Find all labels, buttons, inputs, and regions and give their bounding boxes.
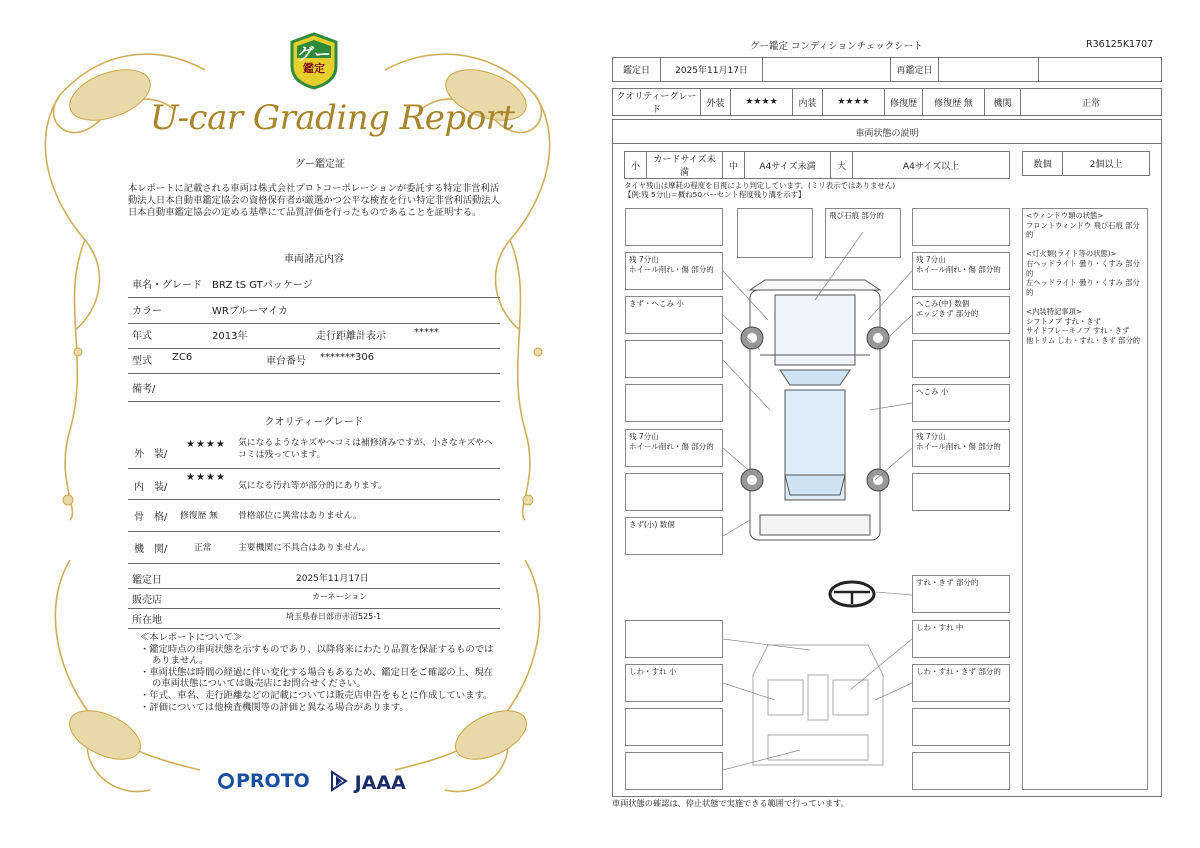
notes-title: ≪本レポートについて≫ (140, 632, 243, 643)
quality-section-title: クオリティーグレード (264, 417, 364, 428)
interior-comment: 気になる汚れ等が部分的にあります。 (238, 481, 387, 491)
interior-label: 内装 (793, 89, 823, 116)
box-right-mid1: へこみ(中) 数個 エッジきず 部分的 (912, 296, 1010, 334)
engine-label: 機 関/ (134, 544, 168, 555)
report-notes (140, 632, 500, 713)
steering-wheel-icon (828, 580, 878, 610)
explain-title: 車両状態の説明 (855, 129, 919, 139)
box-right-mid2-blank (912, 340, 1010, 378)
model-label: 型式 (132, 356, 152, 367)
mileage-label: 走行距離計表示 (316, 331, 386, 342)
box-rear-right-tire: 残 7分山 ホイール削れ・傷 部分的 (912, 429, 1010, 467)
legend-medium-desc: A4サイズ未満 (745, 152, 831, 179)
quality-row-frame (128, 508, 500, 532)
info-row-shop (128, 591, 500, 609)
quality-grade-row (612, 88, 1162, 116)
note-item: ・評価については他検査機関等の評価と異なる場合があります。 (140, 701, 409, 713)
box-front-right-tire: 残 7分山 ホイール削れ・傷 部分的 (912, 252, 1010, 290)
sheet-title: グー鑑定 コンディションチェックシート (750, 41, 923, 52)
repair-value: 修復歴 無 (923, 89, 985, 116)
box-right-mid2: へこみ 小 (912, 384, 1010, 422)
proto-p-icon (218, 773, 234, 789)
jaaa-emblem-icon (330, 770, 348, 792)
exterior-label: 外装 (701, 89, 731, 116)
box-interior-left2: しわ・すれ 小 (625, 664, 723, 702)
frame-label: 骨 格/ (134, 512, 168, 523)
name-value: BRZ tS GTパッケージ (212, 280, 313, 291)
legend-large-desc: A4サイズ以上 (853, 152, 1010, 179)
condition-check-sheet (600, 0, 1200, 848)
kantei-date-label: 鑑定日 (613, 58, 661, 82)
engine-value: 正常 (1021, 89, 1162, 116)
legend-small-desc: カードサイズ未満 (647, 152, 723, 179)
spec-row-color (128, 302, 500, 324)
certificate-title: グー鑑定証 (295, 159, 345, 170)
engine-value: 正常 (194, 543, 212, 553)
quality-row-exterior (128, 437, 500, 469)
redate-label: 再鑑定日 (891, 58, 939, 82)
blank-cell (1039, 58, 1162, 82)
proto-logo-text: PROTO (236, 770, 310, 792)
model-value: ZC6 (172, 352, 193, 363)
divider (612, 143, 1162, 144)
box-interior-right1: しわ・すれ 中 (912, 620, 1010, 658)
location-label: 所在地 (132, 615, 162, 626)
box-left-mid1: きず・へこみ 小 (625, 296, 723, 334)
car-exterior-diagram (730, 260, 900, 560)
car-interior-diagram (748, 635, 888, 785)
engine-label: 機関 (985, 89, 1021, 116)
frame-comment: 骨格部位に異常はありません。 (238, 511, 362, 521)
quality-row-engine (128, 540, 500, 564)
box-right-rear1 (912, 473, 1010, 511)
location-value: 埼玉県春日部市赤沼525-1 (286, 612, 382, 621)
logo-line1: グー (297, 45, 331, 65)
box-left-rear1 (625, 473, 723, 511)
note-item: ・年式、車名、走行距離などの記載については販売店申告をもとに作成しています。 (140, 689, 493, 701)
box-front-left (625, 208, 723, 246)
box-steering: すれ・きず 部分的 (912, 575, 1010, 613)
legend-small: 小 (625, 152, 647, 179)
spec-row-name (128, 276, 500, 298)
box-front-center-left (737, 208, 813, 258)
interior-stars: ★★★★ (186, 472, 226, 483)
year-value: 2013年 (212, 331, 248, 342)
jaaa-logo (330, 770, 406, 794)
side-notes: <ウィンドウ類の状態> フロントウィンドウ 飛び石痕 部分的 <灯火類(ライト等の状態)> 右ヘッドライト 曇り・くすみ 部分的 左ヘッドライト 曇り・くすみ 部分的 <内装特記事項> シフトノブ すれ・きず サイドブレーキノブ すれ・きず 他トリム しわ・すれ・きず 部分的 (1022, 208, 1148, 790)
shop-label: 販売店 (132, 595, 162, 606)
info-row-date (128, 571, 500, 589)
box-interior-right2: しわ・すれ・きず 部分的 (912, 664, 1010, 702)
redate-value (939, 58, 1039, 82)
chassis-value: *******306 (320, 352, 375, 363)
name-label: 車名・グレード (132, 280, 202, 291)
year-label: 年式 (132, 331, 152, 342)
date-label: 鑑定日 (132, 575, 162, 586)
note-item: ・車両状態は時間の経過に伴い変化する場合もあるため、鑑定日をご確認の上、現在の車両状態については販売店にお問合せください。 (140, 666, 493, 690)
info-row-location (128, 611, 500, 629)
interior-label: 内 装/ (134, 482, 168, 493)
date-value: 2025年11月17日 (296, 574, 369, 584)
interior-stars: ★★★★ (823, 89, 885, 116)
quality-grade-label: クオリティーグレード (613, 89, 701, 116)
color-value: WRブルーマイカ (212, 306, 288, 317)
date-row (612, 57, 1162, 82)
exterior-stars: ★★★★ (186, 439, 226, 450)
exterior-stars: ★★★★ (731, 89, 793, 116)
box-left-mid2 (625, 340, 723, 378)
color-label: カラー (132, 306, 162, 317)
box-interior-right4 (912, 752, 1010, 790)
tire-note-1: タイヤ残山は摩耗の程度を目視により判定しています。(ミリ表示ではありません) (624, 181, 896, 190)
blank-cell (763, 58, 891, 82)
box-rear-left-tire: 残 7分山 ホイール削れ・傷 部分的 (625, 429, 723, 467)
report-title: U-car Grading Report (150, 98, 515, 138)
chassis-label: 車台番号 (266, 356, 306, 367)
box-interior-left4 (625, 752, 723, 790)
tire-note-2: 【例:残 5分山＝概ね50パーセント程度残り溝を示す】 (624, 190, 806, 199)
engine-comment: 主要機関に不具合はありません。 (238, 543, 371, 553)
box-left-mid3 (625, 384, 723, 422)
goo-kantei-logo (288, 32, 340, 90)
box-interior-left3 (625, 708, 723, 746)
repair-label: 修復歴 (885, 89, 923, 116)
shop-value: カーネーション (312, 592, 368, 601)
spec-section-title: 車両諸元内容 (284, 254, 344, 265)
spec-row-year (128, 327, 500, 349)
box-interior-left1 (625, 620, 723, 658)
legend-medium: 中 (723, 152, 745, 179)
grading-report-certificate (0, 0, 596, 848)
quality-row-interior (128, 472, 500, 500)
footer-note: 車両状態の確認は、停止状態で実施できる範囲で行っています。 (612, 798, 849, 808)
spec-row-remarks (128, 380, 500, 402)
frame-value: 修復歴 無 (180, 511, 218, 521)
remarks-label: 備考/ (132, 384, 156, 395)
legend-count: 数個 (1023, 152, 1063, 176)
box-front-left-tire: 残 7分山 ホイール削れ・傷 部分的 (625, 252, 723, 290)
sheet-code: R36125K1707 (1086, 39, 1154, 50)
box-left-rear2: きず(小) 数個 (625, 517, 723, 555)
spec-row-model (128, 352, 500, 374)
box-front-right (912, 208, 1010, 246)
legend-large: 大 (831, 152, 853, 179)
size-legend (624, 151, 1010, 179)
note-item: ・鑑定時点の車両状態を示すものであり、以降将来にわたり品質を保証するものではありません。 (140, 643, 494, 667)
proto-logo (218, 770, 310, 792)
exterior-label: 外 装/ (134, 449, 168, 460)
kantei-date-value: 2025年11月17日 (661, 58, 763, 82)
logo-line2: 鑑定 (303, 62, 325, 75)
box-interior-right3 (912, 708, 1010, 746)
intro-text: 本レポートに記載される車両は株式会社プロトコーポレーションが委託する特定非営利活動法人日本自動車鑑定協会の資格保有者が厳選かつ公平な検査を行い特定非営利活動法人日本自動車鑑定協会の定める基準にて品質評価を行ったものであることを証明する。 (128, 183, 500, 219)
legend-count-desc: 2個以上 (1063, 152, 1150, 176)
exterior-comment: 気になるようなキズやヘコミは補修済みですが、小さなキズやヘコミは残っています。 (238, 438, 493, 460)
jaaa-logo-text: JAAA (354, 772, 406, 794)
box-front-center: 飛び石痕 部分的 (825, 208, 901, 258)
mileage-value: ***** (414, 327, 439, 338)
count-legend (1022, 151, 1150, 176)
